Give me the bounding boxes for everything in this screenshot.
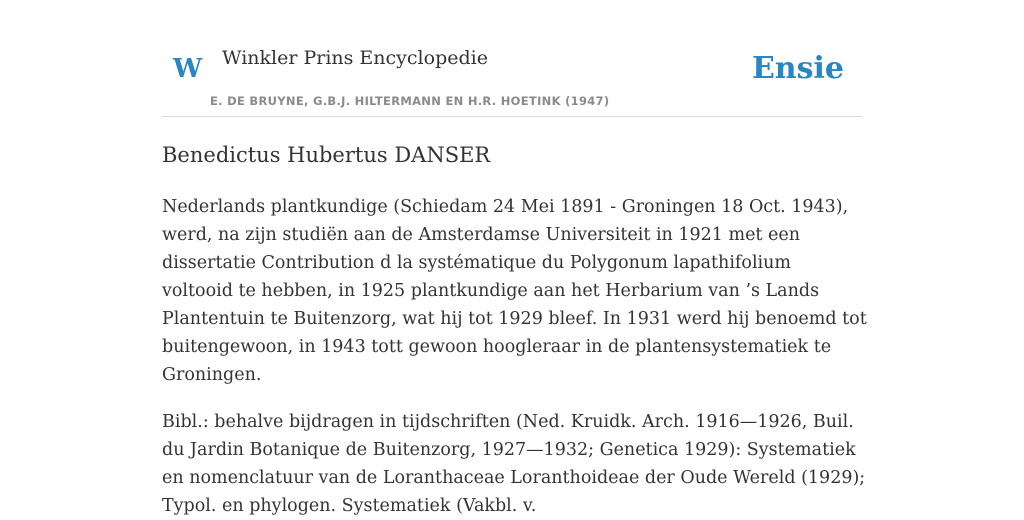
ensie-logo[interactable]: Ensie	[751, 51, 844, 86]
site-header	[162, 0, 862, 117]
article-paragraph: Nederlands plantkundige (Schiedam 24 Mei 1891 - Groningen 18 Oct. 1943), werd, na zijn studiën aan de Amsterdamse Universiteit in 1921 met een dissertatie Contribution d la systématique du Polygonum lapathifolium voltooid te hebben, in 1925 plantkundige aan het Herbarium van ’s Lands Plantentuin te Buitenzorg, wat hij tot 1929 bleef. In 1931 werd hij benoemd tot buitengewoon, in 1943 tott gewoon hoogleraar in de plantensystematiek te Groningen.	[162, 197, 867, 385]
publication-authors: E. DE BRUYNE, G.B.J. HILTERMANN EN H.R. HOETINK (1947)	[210, 94, 610, 108]
article	[162, 140, 867, 520]
article-title: Benedictus Hubertus DANSER	[162, 143, 491, 167]
publication-title[interactable]: Winkler Prins Encyclopedie	[222, 47, 488, 69]
winkler-prins-logo[interactable]: W	[173, 54, 203, 84]
article-paragraph: Bibl.: behalve bijdragen in tijdschriften (Ned. Kruidk. Arch. 1916—1926, Buil. du Jardin Botanique de Buitenzorg, 1927—1932; Genetica 1929): Systematiek en nomenclatuur van de Loranthaceae Loranthoideae der Oude Wereld (1929); Typol. en phylogen. Systematiek (Vakbl. v.	[162, 412, 866, 516]
